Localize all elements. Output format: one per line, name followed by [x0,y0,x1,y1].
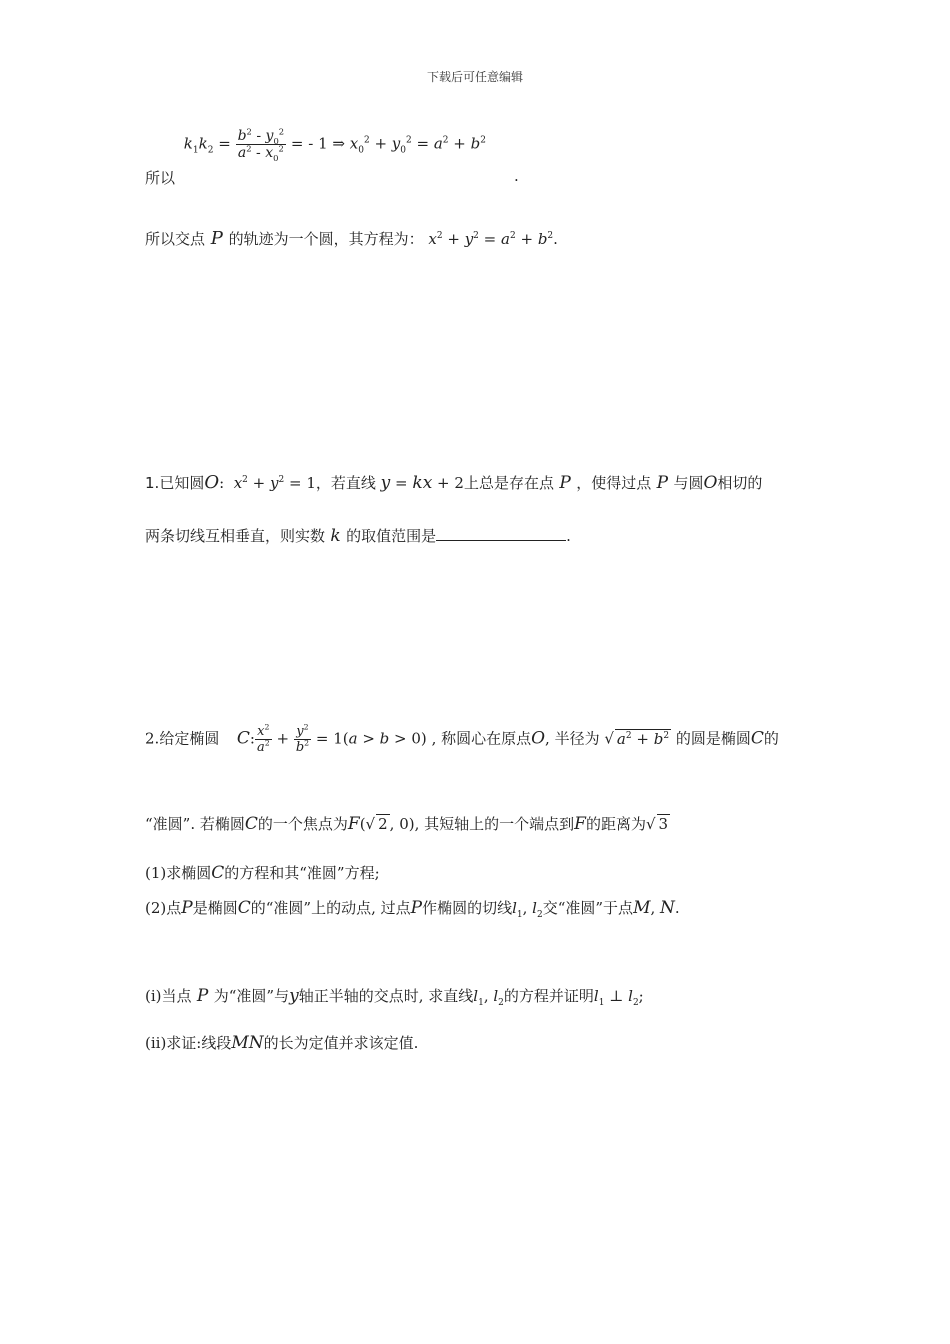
slope-product-equation: $k_1k_2$ = $\frac{b^2 - y_0^2}{a^2 - x_0^2}$ = - 1 ⇒ $x_0^2 + y_0^2 = a^2 + b^2$ [183,126,486,163]
problem-2-line-2: “准圆”. 若椭圆C的一个焦点为F(√ 2 , 0), 其短轴上的一个端点到F的距离为√ 3 [145,814,669,834]
locus-statement: 所以交点 P 的轨迹为一个圆，其方程为： $x^2 + y^2 = a^2 + b^2$. [145,228,558,249]
problem-2-question-ii: (ⅱ)求证:线段MN的长为定值并求该定值. [145,1033,419,1053]
problem-2-question-2: (2)点P是椭圆C的“准圆”上的动点, 过点P作椭圆的切线$l_1$, $l_2$交“准圆”于点M, N. [145,898,680,920]
problem-1-line-2: 两条切线互相垂直，则实数 k 的取值范围是 . [145,526,571,546]
so-label: 所以 [145,169,176,187]
problem-2-line-1: 2.给定椭圆 C: $\frac{x^2}{a^2}$ + $\frac{y^2}{b^2}$ = 1(a > b > 0) , 称圆心在原点O, 半径为 √ $a^2 + b^2$ 的圆是椭圆C的 [145,722,779,755]
answer-blank[interactable] [436,526,566,541]
problem-1-line-1: 1.已知圆O: $x^2 + y^2 = 1$，若直线 y = kx + 2上总是存在点 P ，使得过点 P 与圆O相切的 [145,472,763,493]
problem-2-question-i: (ⅰ)当点 P 为“准圆”与y轴正半轴的交点时, 求直线$l_1$, $l_2$的方程并证明$l_1$ ⊥ $l_2$; [145,986,644,1008]
page-header: 下载后可任意编辑 [426,70,523,84]
problem-number: 1. [145,474,160,492]
problem-2-question-1: (1)求椭圆C的方程和其“准圆”方程; [145,863,380,883]
period: . [514,167,519,185]
